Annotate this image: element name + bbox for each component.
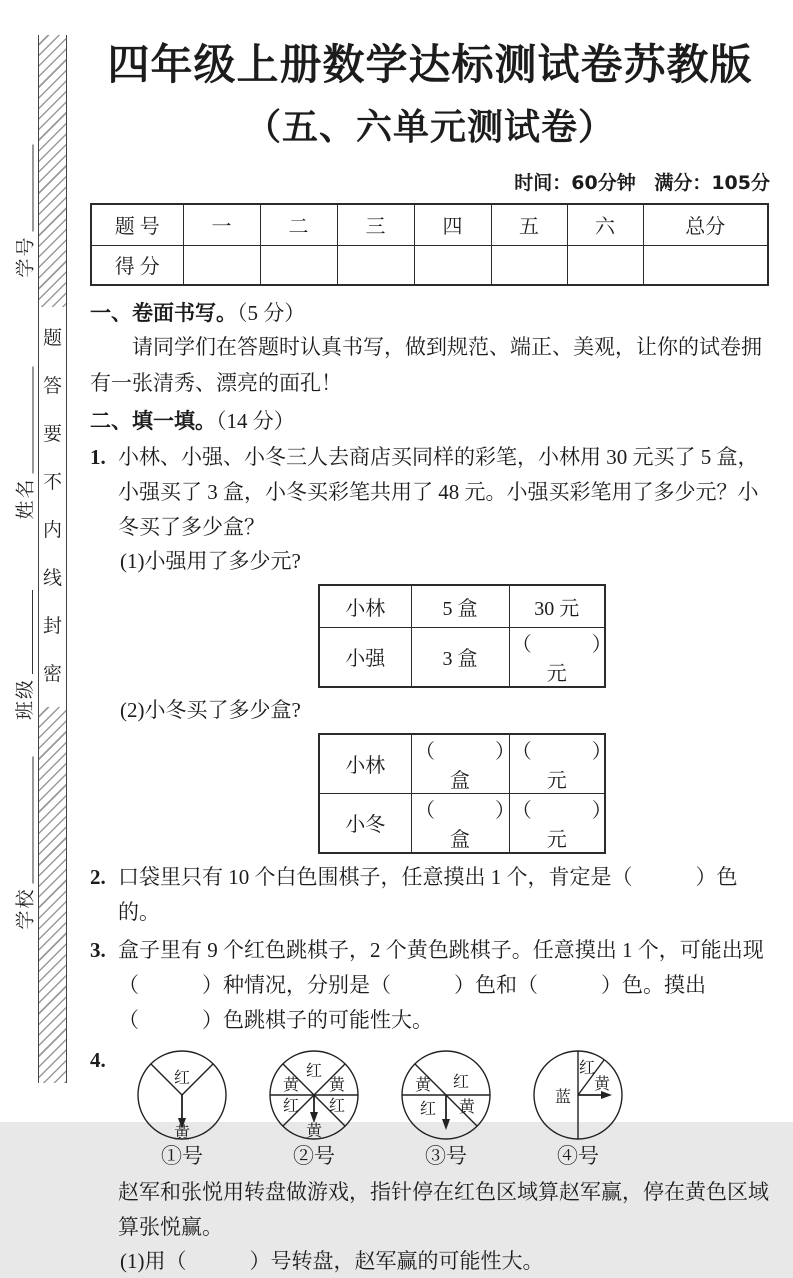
question-4-description [90, 1175, 770, 1245]
question-4-part-1: (1)用（ ）号转盘，赵军赢的可能性大。 [120, 1248, 544, 1273]
sector-label-yellow: 黄 [305, 1122, 323, 1140]
pointer-arrowhead-icon [310, 1112, 318, 1123]
school-field [9, 757, 39, 930]
sector-label-red: 红 [578, 1059, 596, 1077]
seal-line-strip [38, 35, 67, 1083]
score-col-1: 一 [183, 204, 260, 246]
sector-label-red: 红 [419, 1100, 437, 1118]
paper-content [90, 0, 770, 1278]
class-blank-line [14, 590, 33, 674]
spinner-diagrams [134, 1048, 626, 1169]
paper-title: 四年级上册数学达标测试卷苏教版 [107, 40, 753, 89]
seal-hatch-top [39, 35, 66, 307]
question-1-table-2 [318, 733, 606, 854]
exam-full-score: 满分：105分 [654, 171, 770, 194]
section-one-title: 一、卷面书写。 [90, 300, 237, 325]
seal-char: 密 [42, 664, 62, 685]
score-col-5: 五 [491, 204, 567, 246]
score-cell-empty [643, 245, 768, 285]
sector-label-yellow: 黄 [458, 1098, 476, 1116]
seal-char: 封 [42, 616, 62, 637]
question-1 [90, 440, 770, 545]
spinner-3 [398, 1048, 494, 1169]
question-2-text: 口袋里只有 10 个白色围棋子，任意摸出 1 个，肯定是（ ）色的。 [118, 864, 738, 924]
question-4-number: 4. [90, 1047, 106, 1072]
pointer-arrowhead-icon [442, 1119, 450, 1130]
school-blank-line [14, 757, 33, 884]
student-name-label: 姓名 [15, 477, 36, 520]
cell-name: 小强 [319, 627, 411, 687]
spinner-2-diagram [266, 1048, 362, 1142]
question-4 [90, 1048, 770, 1169]
score-table-score-row [91, 245, 768, 285]
sector-label-red: 红 [452, 1073, 470, 1091]
table-row [319, 585, 605, 628]
student-id-label: 学号 [15, 235, 36, 278]
table-row [319, 734, 605, 794]
question-3 [90, 933, 770, 1038]
score-cell-empty [337, 245, 414, 285]
cell-name: 小冬 [319, 793, 411, 853]
student-id-field [9, 145, 39, 278]
seal-char: 内 [42, 520, 62, 541]
class-label: 班级 [14, 677, 36, 720]
score-cell-empty [567, 245, 643, 285]
seal-char: 题 [42, 328, 62, 349]
spinner-2 [266, 1048, 362, 1169]
sector-label-red: 红 [305, 1062, 323, 1080]
cell-boxes-blank: （ ）盒 [411, 734, 509, 794]
score-col-6: 六 [567, 204, 643, 246]
score-cell-empty [183, 245, 260, 285]
score-cell-empty [491, 245, 567, 285]
seal-char: 线 [42, 568, 62, 589]
table-row [319, 793, 605, 853]
cell-name: 小林 [319, 734, 411, 794]
school-label: 学校 [15, 887, 36, 930]
score-col-4: 四 [414, 204, 491, 246]
paper-subtitle: （五、六单元测试卷） [244, 107, 615, 149]
question-4-desc-indent [90, 1175, 118, 1245]
question-3-text: 盒子里有 9 个红色跳棋子，2 个黄色跳棋子。任意摸出 1 个，可能出现（ ）种情况，分别是（ ）色和（ ）色。摸出（ ）色跳棋子的可能性大。 [118, 937, 764, 1032]
exam-meta [90, 168, 770, 195]
sector-label-yellow: 黄 [282, 1076, 300, 1094]
spinner-4-caption: ④号 [557, 1143, 599, 1168]
cell-price-blank: （ ）元 [509, 734, 605, 794]
section-two-points: （14 分） [216, 408, 295, 433]
question-number-label: 题 号 [91, 204, 183, 246]
question-3-number: 3. [90, 937, 106, 962]
seal-char: 答 [42, 376, 62, 397]
score-table [90, 203, 769, 286]
cell-price: 30 元 [509, 585, 605, 628]
score-col-3: 三 [337, 204, 414, 246]
sector-label-yellow: 黄 [328, 1076, 346, 1094]
student-id-blank-line [14, 145, 33, 232]
seal-text [39, 307, 66, 707]
score-col-2: 二 [260, 204, 337, 246]
exam-duration: 时间：60分钟 [514, 171, 636, 194]
cell-price-blank: （ ）元 [509, 627, 605, 687]
question-4-desc-text: 赵军和张悦用转盘做游戏，指针停在红色区域算赵军赢，停在黄色区域算张悦赢。 [118, 1179, 769, 1239]
question-1-number: 1. [90, 444, 106, 469]
score-table-header-row [91, 204, 768, 246]
sector-label-yellow: 黄 [414, 1076, 432, 1094]
sector-label-red: 红 [328, 1097, 346, 1115]
seal-char: 要 [42, 424, 62, 445]
sector-label-red: 红 [282, 1097, 300, 1115]
cell-boxes-blank: （ ）盒 [411, 793, 509, 853]
cell-boxes: 5 盒 [411, 585, 509, 628]
table-row [319, 627, 605, 687]
score-col-total: 总分 [643, 204, 768, 246]
spinner-4-diagram [530, 1048, 626, 1142]
question-2 [90, 860, 770, 930]
sector-label-yellow: 黄 [593, 1075, 611, 1093]
section-one-heading [90, 297, 770, 329]
section-one-points: （5 分） [237, 300, 306, 325]
sector-label-red: 红 [173, 1069, 191, 1087]
section-two-title: 二、填一填。 [90, 408, 216, 433]
spinner-4 [530, 1048, 626, 1169]
sector-label-blue: 蓝 [554, 1088, 572, 1106]
question-2-number: 2. [90, 864, 106, 889]
seal-char: 不 [42, 472, 62, 493]
cell-boxes: 3 盒 [411, 627, 509, 687]
student-name-field [9, 367, 39, 520]
cell-name: 小林 [319, 585, 411, 628]
spinner-1 [134, 1048, 230, 1169]
section-two-heading [90, 405, 770, 437]
section-one-body: 请同学们在答题时认真书写，做到规范、端正、美观，让你的试卷拥有一张清秀、漂亮的面孔！ [90, 334, 762, 395]
student-name-blank-line [14, 367, 33, 474]
question-1-part-2: (2)小冬买了多少盒? [120, 697, 301, 722]
question-1-text: 小林、小强、小冬三人去商店买同样的彩笔，小林用 30 元买了 5 盒，小强买了 3 盒，小冬买彩笔共用了 48 元。小强买彩笔用了多少元？小冬买了多少盒？ [118, 444, 759, 539]
score-cell-empty [414, 245, 491, 285]
spinner-3-diagram [398, 1048, 494, 1142]
score-label: 得 分 [91, 245, 183, 285]
seal-hatch-bottom [39, 707, 66, 1083]
spinner-1-diagram [134, 1048, 230, 1142]
class-field [8, 590, 38, 720]
question-1-table-1 [318, 584, 606, 688]
sector-label-yellow: 黄 [173, 1124, 191, 1142]
score-cell-empty [260, 245, 337, 285]
cell-price-blank: （ ）元 [509, 793, 605, 853]
spinner-3-caption: ③号 [425, 1143, 467, 1168]
spinner-2-caption: ②号 [293, 1143, 335, 1168]
spinner-1-caption: ①号 [161, 1143, 203, 1168]
question-1-part-1: (1)小强用了多少元? [120, 548, 301, 573]
